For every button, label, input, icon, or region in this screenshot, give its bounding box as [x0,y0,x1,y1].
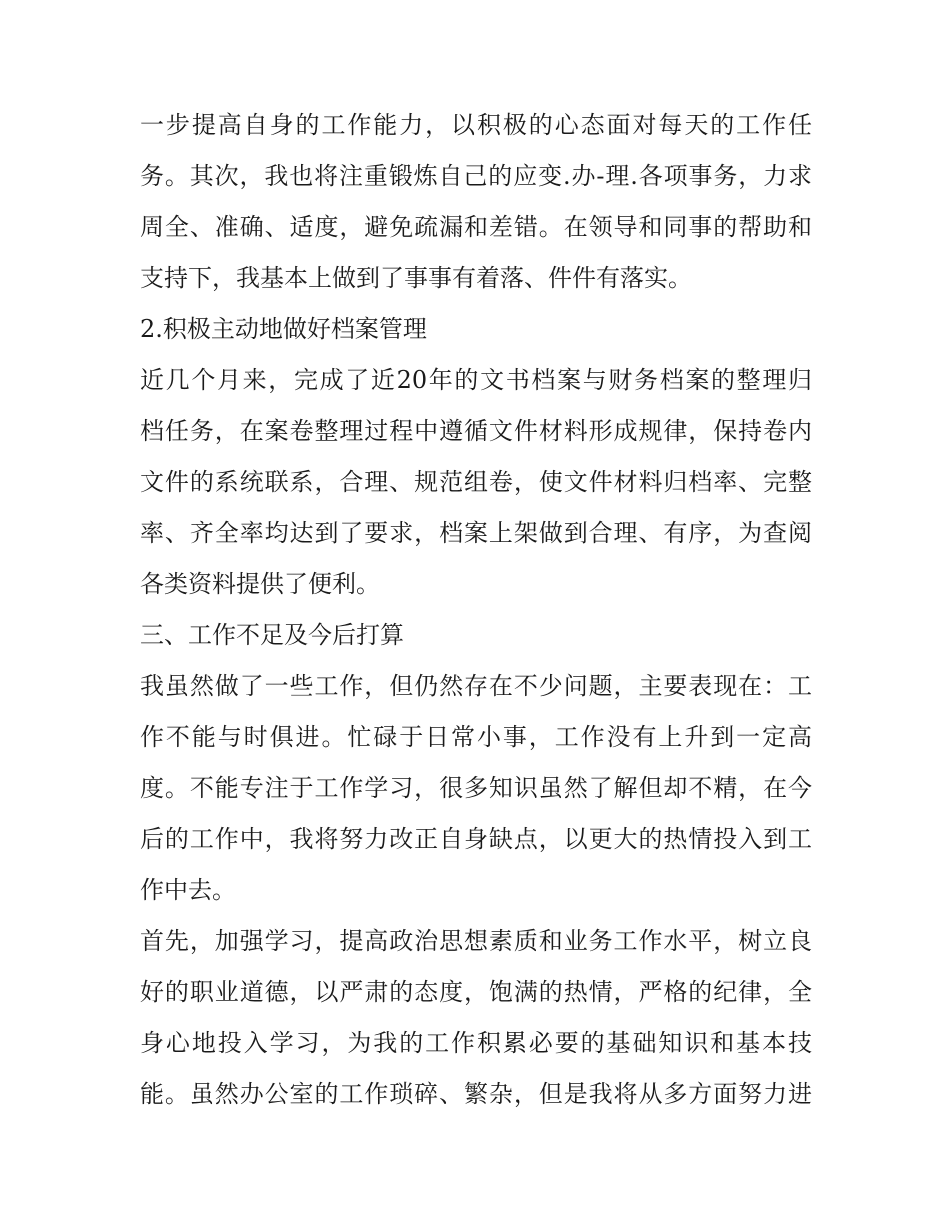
text-line: 文件的系统联系，合理、规范组卷，使文件材料归档率、完整 [140,468,812,496]
text-line: 务。其次，我也将注重锻炼自己的应变.办-理.各项事务，力求 [140,162,812,190]
paragraph [140,661,812,916]
paragraph [140,100,812,304]
text-line: 一步提高自身的工作能力，以积极的心态面对每天的工作任 [140,111,812,139]
paragraph [140,610,812,661]
text-line: 首先，加强学习，提高政治思想素质和业务工作水平，树立良 [140,927,812,955]
text-line: 近几个月来，完成了近20年的文书档案与财务档案的整理归 [140,366,812,394]
document-body [140,100,812,1120]
text-line: 率、齐全率均达到了要求，档案上架做到合理、有序，为查阅 [140,519,812,547]
text-line: 作不能与时俱进。忙碌于日常小事，工作没有上升到一定高 [140,723,812,751]
text-line: 档任务，在案卷整理过程中遵循文件材料形成规律，保持卷内 [140,417,812,445]
text-line: 好的职业道德，以严肃的态度，饱满的热情，严格的纪律，全 [140,978,812,1006]
paragraph [140,355,812,610]
text-line: 能。虽然办公室的工作琐碎、繁杂，但是我将从多方面努力进 [140,1080,812,1108]
paragraph [140,304,812,355]
text-line: 作中去。 [140,876,236,904]
text-line: 度。不能专注于工作学习，很多知识虽然了解但却不精，在今 [140,774,812,802]
text-line: 三、工作不足及今后打算 [140,621,404,649]
text-line: 各类资料提供了便利。 [140,570,380,598]
paragraph [140,916,812,1120]
text-line: 我虽然做了一些工作，但仍然存在不少问题，主要表现在：工 [140,672,812,700]
text-line: 周全、准确、适度，避免疏漏和差错。在领导和同事的帮助和 [140,213,812,241]
text-line: 支持下，我基本上做到了事事有着落、件件有落实。 [140,264,692,292]
text-line: 后的工作中，我将努力改正自身缺点，以更大的热情投入到工 [140,825,812,853]
text-line: 身心地投入学习，为我的工作积累必要的基础知识和基本技 [140,1029,812,1057]
text-line: 2.积极主动地做好档案管理 [140,315,427,343]
